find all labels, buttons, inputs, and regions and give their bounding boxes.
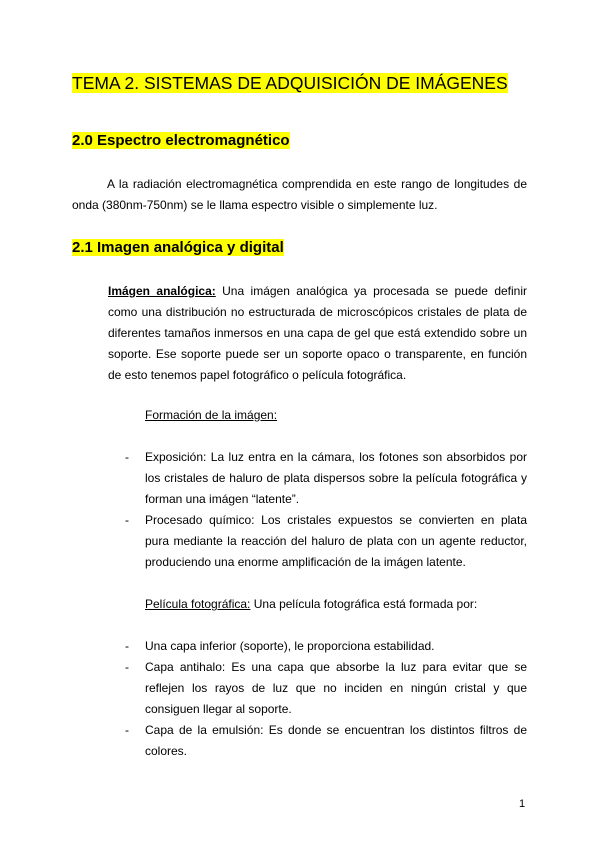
film-paragraph [145,594,477,615]
section-heading-spectrum-text: 2.0 Espectro electromagnético [72,132,290,149]
list-item-text: Capa de la emulsión: Es donde se encuentran los distintos filtros de colores. [145,723,527,758]
section-heading-spectrum [72,131,290,151]
document-title-text: TEMA 2. SISTEMAS DE ADQUISICIÓN DE IMÁGENES [72,73,508,93]
bullet-dash: - [125,513,129,527]
list-item-text: Capa antihalo: Es una capa que absorbe la luz para evitar que se reflejen los rayos de luz que no inciden en ningún cristal y que consiguen llegar al soporte. [145,660,527,716]
analog-image-paragraph [108,281,527,386]
list-item-text: Procesado químico: Los cristales expuestos se convierten en plata pura mediante la reacción del haluro de plata con un agente reductor, produciendo una enorme amplificación de la imágen latente. [145,513,527,569]
list-item-text: Exposición: La luz entra en la cámara, los fotones son absorbidos por los cristales de haluro de plata dispersos sobre la película fotográfica y forman una imágen “latente”. [145,450,527,506]
formation-heading: Formación de la imágen: [145,408,278,422]
spectrum-paragraph: A la radiación electromagnética comprendida en este rango de longitudes de onda (380nm-750nm) se le llama espectro visible o simplemente luz. [72,177,527,212]
section-heading-image [72,238,284,258]
analog-image-term: Imágen analógica: [108,284,216,298]
bullet-dash: - [125,639,129,653]
bullet-dash: - [125,660,129,674]
list-item [125,657,527,720]
analog-image-definition: Una imágen analógica ya procesada se puede definir como una distribución no estructurada de microscópicos cristales de plata de diferentes tamaños inmersos en una capa de gel que está extendido sobre un soporte. Ese soporte puede ser un soporte opaco o transparente, en función de esto tenemos papel fotográfico o película fotográfica. [108,284,527,382]
page-number: 1 [519,798,526,810]
list-item [125,720,527,762]
list-item-text: Una capa inferior (soporte), le proporciona estabilidad. [145,639,435,653]
list-item [125,510,527,573]
section-heading-image-text: 2.1 Imagen analógica y digital [72,239,284,256]
list-item [125,636,527,657]
document-title [72,72,508,94]
film-term: Película fotográfica: [145,597,251,611]
bullet-dash: - [125,723,129,737]
list-item [125,447,527,510]
film-intro: Una película fotográfica está formada por: [250,597,478,611]
bullet-dash: - [125,450,129,464]
